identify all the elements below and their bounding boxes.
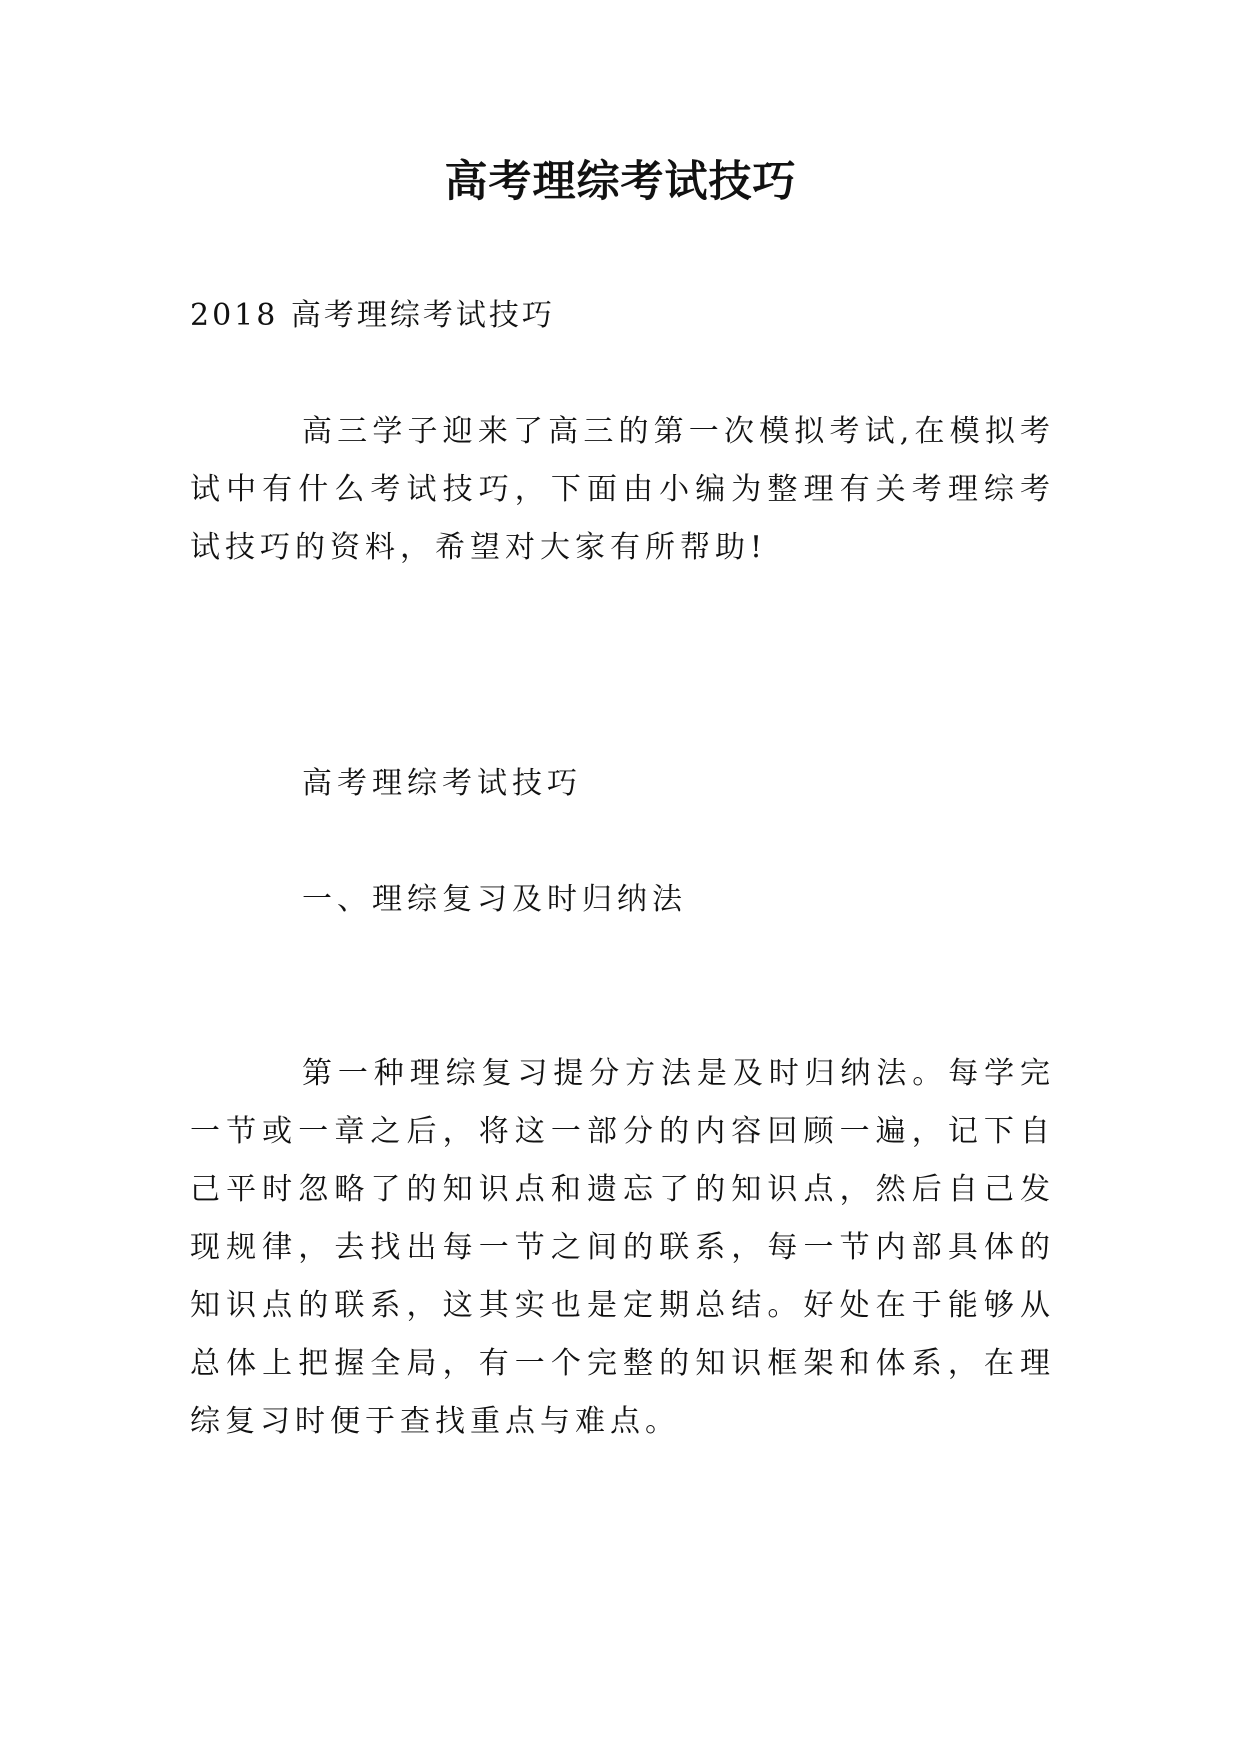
body-paragraph: 第一种理综复习提分方法是及时归纳法。每学完一节或一章之后，将这一部分的内容回顾一遍，记下自己平时忽略了的知识点和遗忘了的知识点，然后自己发现规律，去找出每一节之间的联系，每一节内部具体的知识点的联系，这其实也是定期总结。好处在于能够从总体上把握全局，有一个完整的知识框架和体系，在理综复习时便于查找重点与难点。: [190, 1056, 1055, 1439]
point-heading: 一、理综复习及时归纳法: [302, 882, 687, 917]
intro-paragraph: 高三学子迎来了高三的第一次模拟考试,在模拟考试中有什么考试技巧，下面由小编为整理有关考理综考试技巧的资料，希望对大家有所帮助!: [190, 414, 1055, 565]
document-title: 高考理综考试技巧: [444, 157, 797, 207]
section-heading: 高考理综考试技巧: [302, 766, 582, 801]
document-subtitle: 2018 高考理综考试技巧: [190, 298, 555, 333]
